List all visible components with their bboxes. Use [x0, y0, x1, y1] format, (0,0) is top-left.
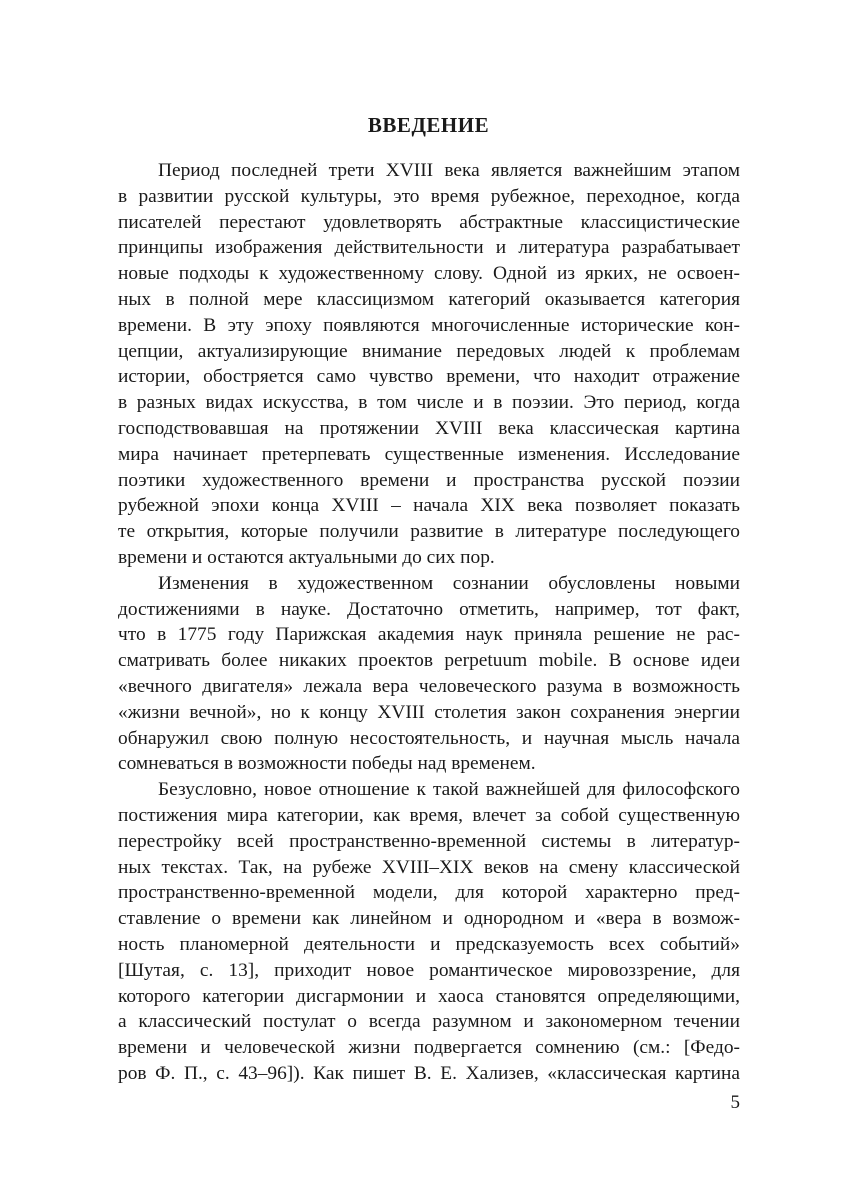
text-line: ных в полной мере классицизмом категорий оказывается категория: [118, 288, 740, 310]
page-number: 5: [730, 1092, 740, 1113]
text-line: перестройку всей пространственно-временной системы в литератур-: [118, 830, 740, 852]
text-line: сомневаться в возможности победы над временем.: [118, 753, 536, 775]
text-line: те открытия, которые получили развитие в литературе последующего: [118, 521, 740, 543]
text-line: постижения мира категории, как время, влечет за собой существенную: [118, 804, 740, 826]
text-line: принципы изображения действительности и литература разрабатывает: [118, 237, 740, 259]
text-line: в развитии русской культуры, это время рубежное, переходное, когда: [118, 185, 740, 207]
text-line: достижениями в науке. Достаточно отметить, например, тот факт,: [118, 598, 740, 620]
text-line: ность планомерной деятельности и предсказуемость всех событий»: [118, 933, 740, 955]
text-line: «жизни вечной», но к концу XVIII столетия закон сохранения энергии: [118, 701, 740, 723]
text-line: «вечного двигателя» лежала вера человеческого разума в возможность: [118, 675, 740, 697]
text-line: что в 1775 году Парижская академия наук приняла решение не рас-: [118, 624, 740, 646]
text-line: [Шутая, с. 13], приходит новое романтическое мировоззрение, для: [118, 959, 740, 981]
text-line: Период последней трети XVIII века является важнейшим этапом: [158, 160, 740, 181]
text-line: цепции, актуализирующие внимание передовых людей к проблемам: [118, 340, 740, 362]
text-line: в разных видах искусства, в том числе и в поэзии. Это период, когда: [118, 392, 740, 414]
text-line: рубежной эпохи конца XVIII – начала XIX века позволяет показать: [118, 495, 740, 517]
text-line: поэтики художественного времени и пространства русской поэзии: [118, 469, 740, 491]
text-line: которого категории дисгармонии и хаоса становятся определяющими,: [118, 985, 740, 1007]
text-line: новые подходы к художественному слову. Одной из ярких, не освоен-: [118, 263, 740, 285]
text-line: времени. В эту эпоху появляются многочисленные исторические кон-: [118, 314, 740, 336]
text-line: истории, обостряется само чувство времени, что находит отражение: [118, 366, 740, 388]
chapter-title: ВВЕДЕНИЕ: [367, 113, 490, 137]
text-line: мира начинает претерпевать существенные изменения. Исследование: [118, 443, 740, 465]
text-line: времени и человеческой жизни подвергается сомнению (см.: [Федо-: [118, 1037, 740, 1059]
text-line: Изменения в художественном сознании обусловлены новыми: [158, 572, 740, 594]
text-line: пространственно-временной модели, для которой характерно пред-: [118, 882, 740, 904]
text-line: ных текстах. Так, на рубеже XVIII–XIX веков на смену классической: [118, 856, 740, 878]
text-line: ров Ф. П., с. 43–96]). Как пишет В. Е. Хализев, «классическая картина: [118, 1062, 740, 1084]
text-line: господствовавшая на протяжении XVIII века классическая картина: [118, 417, 740, 439]
text-line: времени и остаются актуальными до сих пор.: [118, 546, 495, 568]
text-line: ставление о времени как линейном и однородном и «вера в возмож-: [118, 908, 740, 930]
text-line: Безусловно, новое отношение к такой важнейшей для философского: [158, 779, 740, 801]
text-line: сматривать более никаких проектов perpetuum mobile. В основе идеи: [118, 650, 740, 672]
body-text: [118, 158, 740, 1087]
text-line: писателей перестают удовлетворять абстрактные классицистические: [118, 211, 740, 233]
text-line: а классический постулат о всегда разумном и закономерном течении: [118, 1011, 740, 1033]
text-line: обнаружил свою полную несостоятельность, и научная мысль начала: [118, 727, 740, 749]
